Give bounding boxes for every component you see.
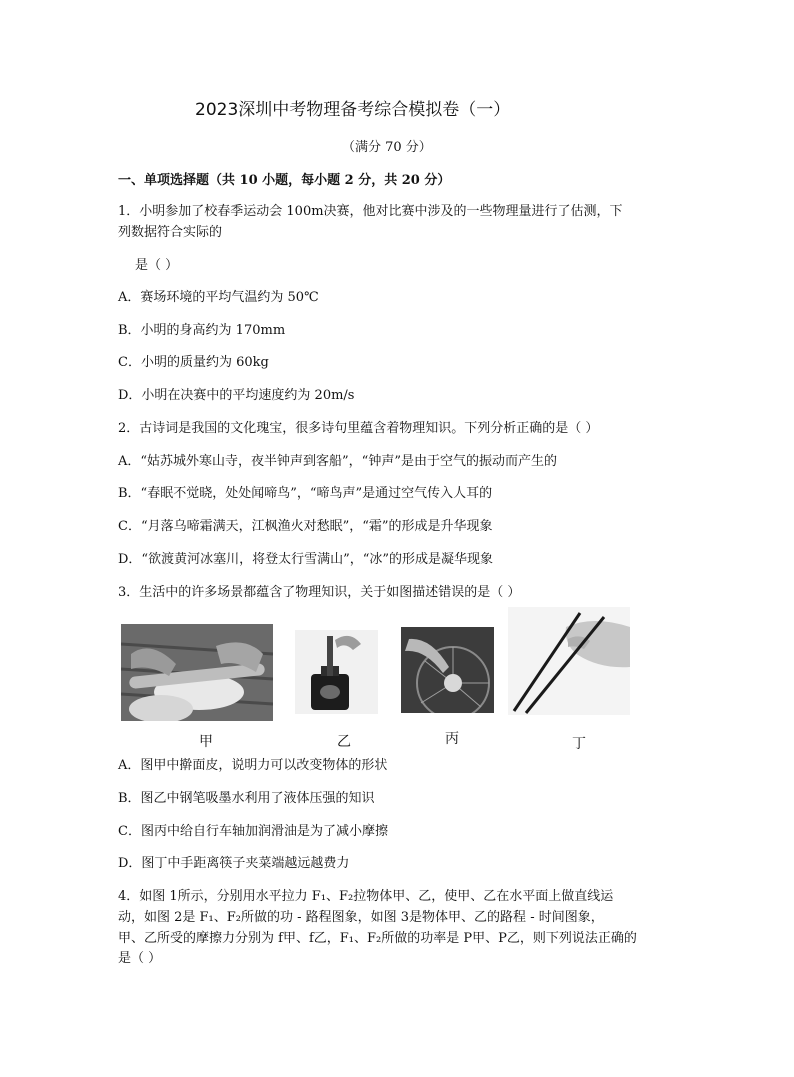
q1-option-d: D．小明在决赛中的平均速度约为 20m/s <box>118 388 355 403</box>
q1-option-a: A．赛场环境的平均气温约为 50℃ <box>118 290 319 305</box>
q1-option-b: B．小明的身高约为 170mm <box>118 323 286 338</box>
q2-option-c: C．“月落乌啼霜满天，江枫渔火对愁眠”，“霜”的形成是升华现象 <box>118 519 493 534</box>
q3-stem: 3．生活中的许多场景都蕴含了物理知识，关于如图描述错误的是（ ） <box>118 585 521 600</box>
q1-option-c: C．小明的质量约为 60kg <box>118 355 269 370</box>
section-heading: 一、单项选择题（共 10 小题，每小题 2 分，共 20 分） <box>118 173 451 188</box>
page-title: 2023深圳中考物理备考综合模拟卷（一） <box>195 100 511 120</box>
q2-option-a: A．“姑苏城外寒山寺，夜半钟声到客船”，“钟声”是由于空气的振动而产生的 <box>118 454 557 469</box>
caption-yi: 乙 <box>337 734 351 750</box>
photo-rolling-dough <box>121 624 273 721</box>
q3-option-a: A．图甲中擀面皮，说明力可以改变物体的形状 <box>118 758 388 773</box>
q2-stem: 2．古诗词是我国的文化瑰宝，很多诗句里蕴含着物理知识。下列分析正确的是（ ） <box>118 421 599 436</box>
q4-line3: 甲、乙所受的摩擦力分别为 f甲、f乙，F₁、F₂所做的功率是 P甲、P乙，则下列说法正确的 <box>118 931 637 946</box>
q1-stem-line3: 是（ ） <box>135 258 179 273</box>
photo-chopsticks <box>508 607 630 715</box>
score-note: （满分 70 分） <box>342 140 432 155</box>
q1-stem-line1: 1．小明参加了校春季运动会 100m决赛，他对比赛中涉及的一些物理量进行了估测，下 <box>118 204 623 219</box>
q4-line1: 4．如图 1所示，分别用水平拉力 F₁、F₂拉物体甲、乙，使甲、乙在水平面上做直线运 <box>118 889 614 904</box>
q4-line4: 是（ ） <box>118 951 162 966</box>
q4-line2: 动，如图 2是 F₁、F₂所做的功 - 路程图象，如图 3是物体甲、乙的路程 - 时间图象， <box>118 910 604 925</box>
caption-bing: 丙 <box>445 731 459 747</box>
q2-option-d: D．“欲渡黄河冰塞川，将登太行雪满山”，“冰”的形成是凝华现象 <box>118 552 494 567</box>
q2-option-b: B．“春眠不觉晓，处处闻啼鸟”，“啼鸟声”是通过空气传入人耳的 <box>118 486 493 501</box>
photo-pen-ink <box>295 630 378 714</box>
q1-stem-line2: 列数据符合实际的 <box>118 225 223 240</box>
q3-option-c: C．图丙中给自行车轴加润滑油是为了减小摩擦 <box>118 824 388 839</box>
photo-bicycle-axle <box>401 627 494 713</box>
q3-option-b: B．图乙中钢笔吸墨水利用了液体压强的知识 <box>118 791 375 806</box>
caption-jia: 甲 <box>199 734 213 750</box>
q3-option-d: D．图丁中手距离筷子夹菜端越远越费力 <box>118 856 350 871</box>
caption-ding: 丁 <box>572 736 586 752</box>
